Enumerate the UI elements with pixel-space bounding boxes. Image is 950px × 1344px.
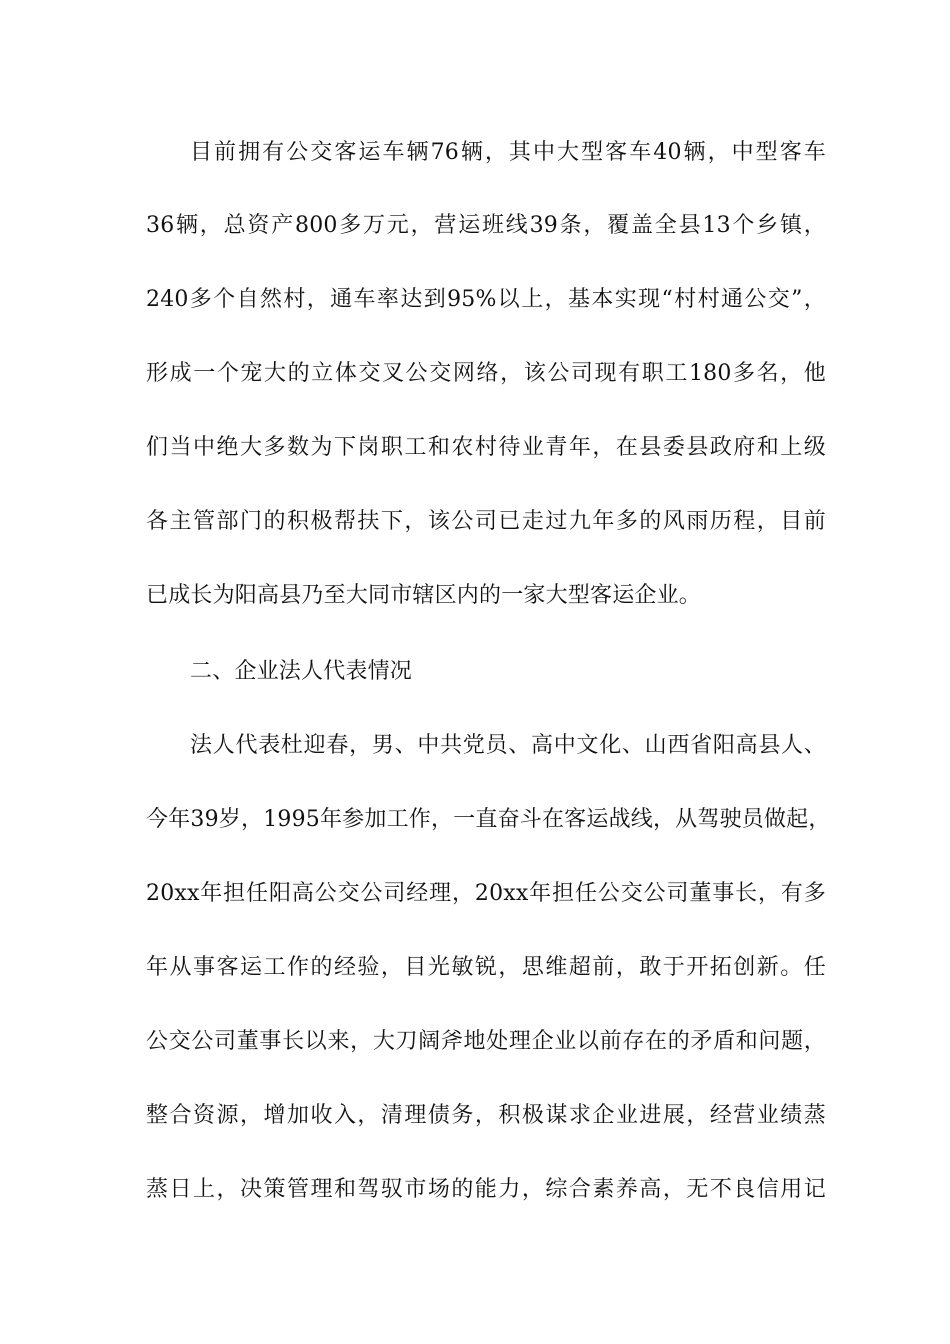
paragraph-2-line-3: 20xx年担任阳高公交公司经理，20xx年担任公交公司董事长，有多: [146, 881, 826, 906]
paragraph-1-line-3: 240多个自然村，通车率达到95%以上，基本实现“村村通公交”，: [146, 287, 826, 312]
paragraph-2-line-4: 年从事客运工作的经验，目光敏锐，思维超前，敢于开拓创新。任: [146, 955, 826, 980]
paragraph-1-line-2: 36辆，总资产800多万元，营运班线39条，覆盖全县13个乡镇，: [146, 213, 826, 238]
paragraph-2-line-2: 今年39岁，1995年参加工作，一直奋斗在客运战线，从驾驶员做起，: [146, 807, 831, 832]
paragraph-1-line-4: 形成一个宠大的立体交叉公交网络，该公司现有职工180多名，他: [146, 361, 826, 386]
paragraph-2-line-1: 法人代表杜迎春，男、中共党员、高中文化、山西省阳高县人、: [190, 733, 826, 758]
paragraph-2-line-6: 整合资源，增加收入，清理债务，积极谋求企业进展，经营业绩蒸: [146, 1103, 826, 1128]
paragraph-2-line-7: 蒸日上，决策管理和驾驭市场的能力，综合素养高，无不良信用记: [146, 1177, 826, 1202]
paragraph-1-line-1: 目前拥有公交客运车辆76辆，其中大型客车40辆，中型客车: [190, 140, 826, 165]
paragraph-1-line-6: 各主管部门的积极帮扶下，该公司已走过九年多的风雨历程，目前: [146, 509, 826, 534]
paragraph-1-line-7: 已成长为阳高县乃至大同市辖区内的一家大型客运企业。: [146, 583, 702, 608]
section-heading: 二、企业法人代表情况: [190, 659, 413, 684]
paragraph-1-line-5: 们当中绝大多数为下岗职工和农村待业青年，在县委县政府和上级: [146, 435, 826, 460]
paragraph-2-line-5: 公交公司董事长以来，大刀阔斧地处理企业以前存在的矛盾和问题，: [146, 1029, 826, 1054]
